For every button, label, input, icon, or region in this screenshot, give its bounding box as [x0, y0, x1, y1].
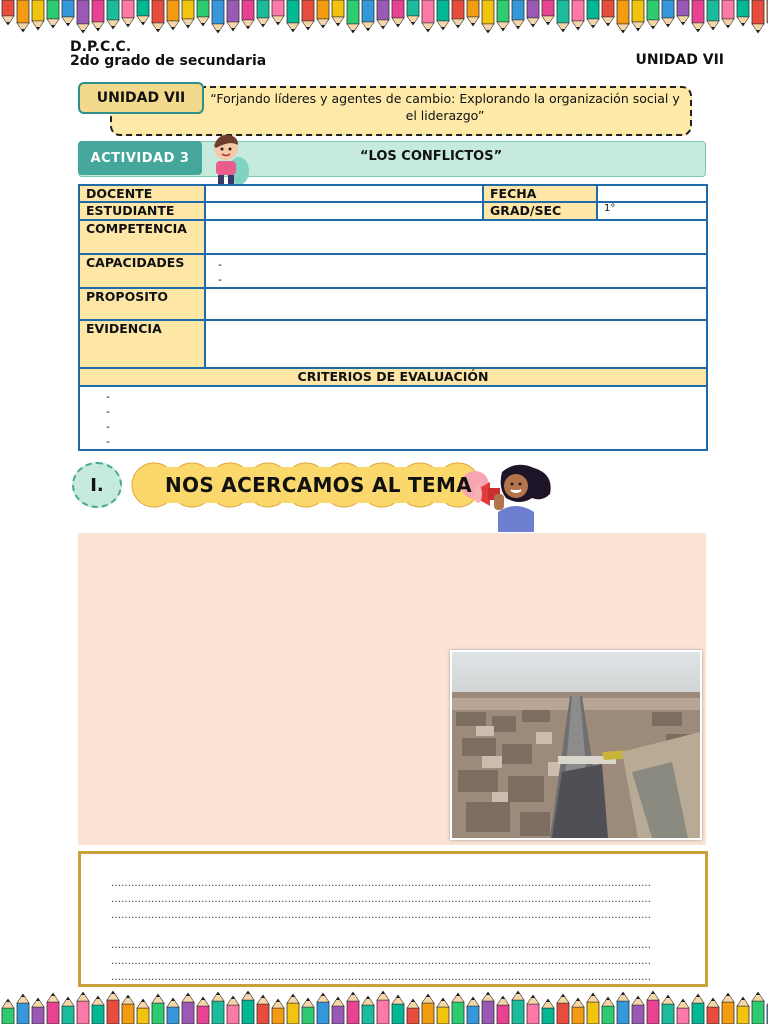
- pencil-icon: [572, 0, 584, 30]
- pencil-icon: [707, 998, 719, 1024]
- org-name: D.P.C.C.: [70, 39, 132, 55]
- fecha-field[interactable]: [597, 185, 707, 202]
- section-number: I.: [72, 462, 122, 508]
- pencil-icon: [692, 994, 704, 1024]
- capacidades-label: CAPACIDADES: [79, 254, 205, 288]
- pencil-icon: [557, 994, 569, 1024]
- pencil-icon: [437, 0, 449, 30]
- pencil-icon: [17, 994, 29, 1024]
- pencil-icon: [347, 992, 359, 1024]
- pencil-icon: [752, 992, 764, 1024]
- capacidad-item: -: [218, 273, 222, 286]
- writing-line[interactable]: ………………………………………………………………………………………………………………………………………………: [111, 972, 651, 983]
- answer-writing-box[interactable]: [78, 851, 708, 987]
- grad-sec-label: GRAD/SEC: [483, 202, 597, 220]
- pencil-icon: [647, 991, 659, 1024]
- pencil-icon: [632, 996, 644, 1024]
- pencil-icon: [587, 993, 599, 1024]
- pencil-icon: [212, 0, 224, 33]
- criterio-item: -: [106, 435, 110, 448]
- pencil-icon: [77, 992, 89, 1024]
- unit-tag: UNIDAD VII: [78, 82, 204, 114]
- unit-label-right: UNIDAD VII: [635, 52, 724, 68]
- pencil-icon: [347, 0, 359, 33]
- pencil-border-bottom: [0, 984, 768, 1024]
- competencia-field[interactable]: [205, 220, 707, 254]
- pencil-icon: [77, 0, 89, 33]
- evidencia-label: EVIDENCIA: [79, 320, 205, 368]
- pencil-icon: [197, 997, 209, 1024]
- pencil-icon: [392, 0, 404, 27]
- estudiante-label: ESTUDIANTE: [79, 202, 205, 220]
- pencil-icon: [92, 0, 104, 31]
- pencil-icon: [752, 0, 764, 33]
- writing-line[interactable]: ………………………………………………………………………………………………………………………………………………: [111, 878, 651, 889]
- pencil-icon: [182, 993, 194, 1024]
- pencil-icon: [527, 995, 539, 1024]
- pencil-icon: [572, 998, 584, 1024]
- pencil-icon: [692, 0, 704, 32]
- pencil-icon: [242, 0, 254, 29]
- proposito-field[interactable]: [205, 288, 707, 320]
- proposito-label: PROPOSITO: [79, 288, 205, 320]
- capacidad-item: -: [218, 258, 222, 271]
- criterio-item: -: [106, 405, 110, 418]
- girl-megaphone-icon: [472, 462, 558, 532]
- pencil-icon: [647, 0, 659, 29]
- pencil-icon: [677, 0, 689, 25]
- pencil-icon: [62, 997, 74, 1024]
- pencil-icon: [287, 0, 299, 32]
- writing-line[interactable]: ………………………………………………………………………………………………………………………………………………: [111, 956, 651, 967]
- pencil-icon: [167, 0, 179, 30]
- docente-field[interactable]: [205, 185, 483, 202]
- pencil-icon: [512, 991, 524, 1024]
- pencil-icon: [137, 999, 149, 1024]
- pencil-icon: [107, 991, 119, 1024]
- pencil-icon: [722, 993, 734, 1024]
- section-title: NOS ACERCAMOS AL TEMA: [165, 473, 472, 497]
- pencil-icon: [707, 0, 719, 30]
- grad-sec-field[interactable]: 1°: [597, 202, 707, 220]
- pencil-icon: [497, 996, 509, 1024]
- pencil-icon: [332, 997, 344, 1024]
- pencil-icon: [227, 0, 239, 31]
- activity-tag: ACTIVIDAD 3: [78, 141, 202, 175]
- pencil-icon: [602, 0, 614, 26]
- pencil-icon: [137, 0, 149, 25]
- pencil-icon: [152, 0, 164, 32]
- pencil-icon: [17, 0, 29, 32]
- pencil-icon: [182, 0, 194, 28]
- pencil-icon: [122, 995, 134, 1024]
- pencil-icon: [332, 0, 344, 26]
- pencil-icon: [422, 0, 434, 32]
- pencil-icon: [32, 0, 44, 30]
- pencil-icon: [587, 0, 599, 28]
- estudiante-field[interactable]: [205, 202, 483, 220]
- pencil-icon: [317, 0, 329, 28]
- pencil-icon: [632, 0, 644, 31]
- pencil-icon: [152, 994, 164, 1024]
- pencil-icon: [302, 998, 314, 1024]
- pencil-icon: [542, 999, 554, 1024]
- pencil-icon: [437, 998, 449, 1024]
- pencil-icon: [92, 996, 104, 1024]
- pencil-icon: [452, 993, 464, 1024]
- pencil-icon: [317, 993, 329, 1024]
- criterio-item: -: [106, 390, 110, 403]
- pencil-icon: [662, 995, 674, 1024]
- pencil-icon: [737, 997, 749, 1024]
- city-highway-photo: [450, 650, 702, 840]
- pencil-icon: [542, 0, 554, 25]
- pencil-icon: [2, 0, 14, 25]
- criterio-item: -: [106, 420, 110, 433]
- pencil-icon: [107, 0, 119, 29]
- pencil-icon: [482, 0, 494, 33]
- pencil-icon: [452, 0, 464, 28]
- unit-title: “Forjando líderes y agentes de cambio: Explorando la organización social y el liderazgo”: [210, 91, 680, 123]
- capacidades-field[interactable]: [205, 254, 707, 288]
- criterios-field[interactable]: [79, 386, 707, 450]
- pencil-icon: [512, 0, 524, 29]
- pencil-border-top: [0, 0, 768, 40]
- writing-line[interactable]: ………………………………………………………………………………………………………………………………………………: [111, 910, 651, 921]
- criterios-header: CRITERIOS DE EVALUACIÓN: [79, 368, 707, 386]
- evidencia-field[interactable]: [205, 320, 707, 368]
- pencil-icon: [527, 0, 539, 27]
- pencil-icon: [362, 996, 374, 1024]
- pencil-icon: [392, 995, 404, 1024]
- pencil-icon: [212, 992, 224, 1024]
- pencil-icon: [662, 0, 674, 27]
- pencil-icon: [242, 991, 254, 1024]
- writing-line[interactable]: ………………………………………………………………………………………………………………………………………………: [111, 940, 651, 951]
- activity-title: “LOS CONFLICTOS”: [360, 149, 503, 164]
- pencil-icon: [62, 0, 74, 26]
- pencil-icon: [617, 0, 629, 33]
- pencil-icon: [422, 994, 434, 1024]
- pencil-icon: [737, 0, 749, 26]
- pencil-icon: [272, 999, 284, 1024]
- docente-label: DOCENTE: [79, 185, 205, 202]
- competencia-label: COMPETENCIA: [79, 220, 205, 254]
- pencil-icon: [287, 994, 299, 1024]
- pencil-icon: [722, 0, 734, 28]
- writing-line[interactable]: ………………………………………………………………………………………………………………………………………………: [111, 894, 651, 905]
- pencil-icon: [272, 0, 284, 25]
- pencil-icon: [617, 992, 629, 1024]
- pencil-icon: [257, 995, 269, 1024]
- pencil-icon: [377, 991, 389, 1024]
- pencil-icon: [47, 0, 59, 28]
- pencil-icon: [482, 992, 494, 1024]
- fecha-label: FECHA: [483, 185, 597, 202]
- pencil-icon: [302, 0, 314, 30]
- pencil-icon: [227, 996, 239, 1024]
- grade-label: 2do grado de secundaria: [70, 53, 267, 69]
- info-table: [78, 184, 708, 451]
- kid-mascot-icon: [206, 131, 256, 187]
- pencil-icon: [497, 0, 509, 31]
- pencil-icon: [257, 0, 269, 27]
- pencil-icon: [197, 0, 209, 26]
- pencil-icon: [2, 999, 14, 1024]
- pencil-icon: [167, 998, 179, 1024]
- pencil-icon: [407, 999, 419, 1024]
- pencil-icon: [677, 999, 689, 1024]
- header-left: [70, 40, 266, 68]
- pencil-icon: [557, 0, 569, 32]
- pencil-icon: [47, 993, 59, 1024]
- pencil-icon: [467, 0, 479, 26]
- pencil-icon: [362, 0, 374, 31]
- pencil-icon: [602, 997, 614, 1024]
- pencil-icon: [122, 0, 134, 27]
- pencil-icon: [377, 0, 389, 29]
- pencil-icon: [32, 998, 44, 1024]
- pencil-icon: [467, 997, 479, 1024]
- pencil-icon: [407, 0, 419, 25]
